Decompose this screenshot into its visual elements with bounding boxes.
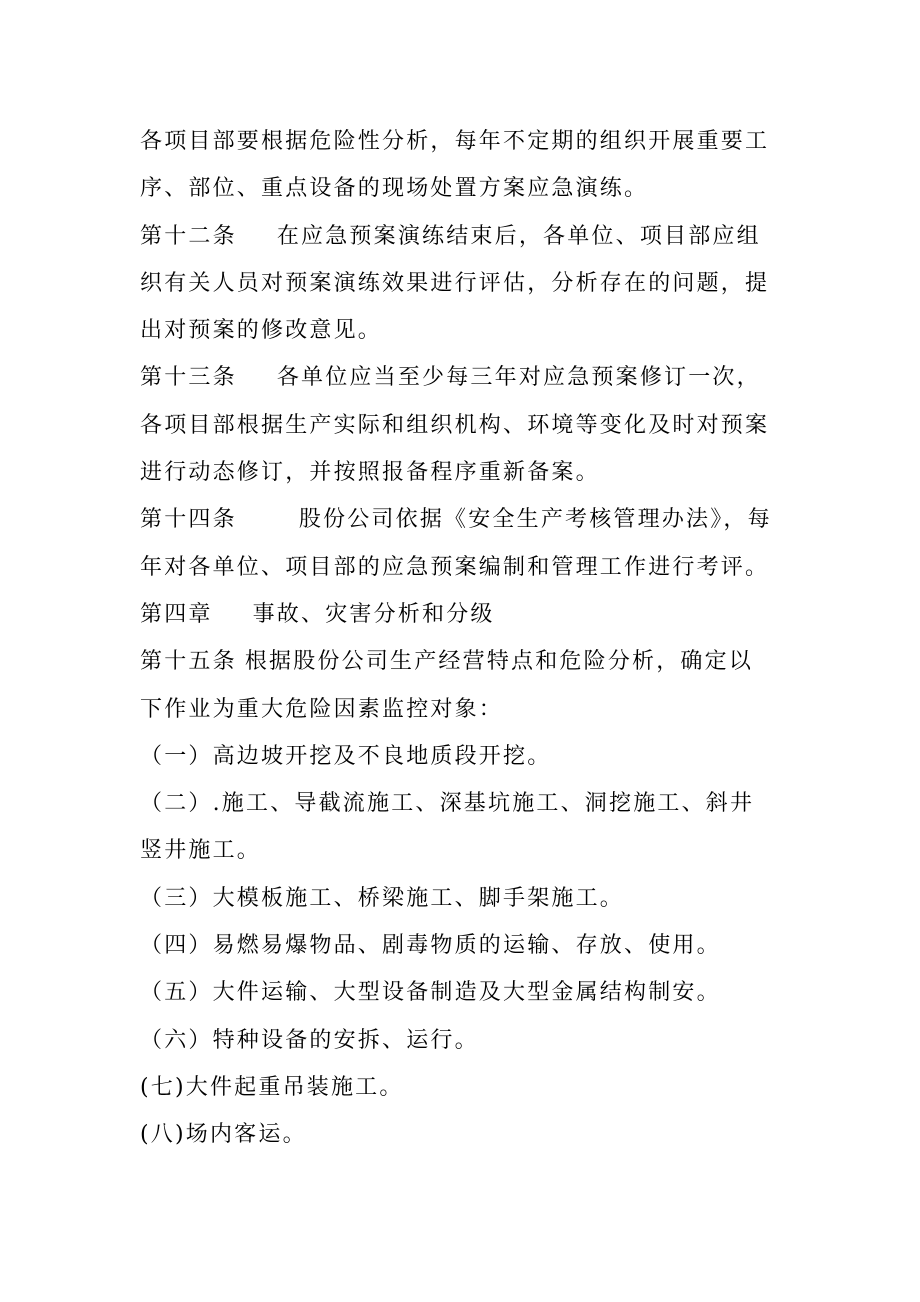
article-text: 根据股份公司生产经营特点和危险分析，确定以 <box>244 649 754 675</box>
article-line <box>140 213 800 260</box>
list-item: (七)大件起重吊装施工。 <box>140 1074 404 1100</box>
list-item: （五）大件运输、大型设备制造及大型金属结构制安。 <box>140 980 721 1006</box>
article-label: 第十四条 <box>140 507 237 533</box>
text-line: 年对各单位、项目部的应急预案编制和管理工作进行考评。 <box>140 554 770 580</box>
article-label: 第十二条 <box>140 223 237 249</box>
text-line: 各项目部要根据危险性分析，每年不定期的组织开展重要工 <box>140 129 770 154</box>
list-item-continuation: 竖井施工。 <box>140 838 262 864</box>
text-line: 进行动态修订，并按照报备程序重新备案。 <box>140 460 600 486</box>
article-text: 各单位应当至少每三年对应急预案修订一次， <box>276 365 761 391</box>
text-line: 序、部位、重点设备的现场处置方案应急演练。 <box>140 176 649 202</box>
list-item: （四）易燃易爆物品、剧毒物质的运输、存放、使用。 <box>140 933 721 959</box>
list-item: (八)场内客运。 <box>140 1122 307 1148</box>
text-line: 织有关人员对预案演练效果进行评估，分析存在的问题，提 <box>140 270 770 296</box>
text-line: 各项目部根据生产实际和组织机构、环境等变化及时对预案 <box>140 412 770 438</box>
article-label: 第十三条 <box>140 365 237 391</box>
list-item: （三）大模板施工、桥梁施工、脚手架施工。 <box>140 885 625 911</box>
article-text: 在应急预案演练结束后，各单位、项目部应组 <box>276 223 761 249</box>
chapter-label: 第四章 <box>140 601 213 627</box>
article-line <box>140 354 800 401</box>
text-line: 出对预案的修改意见。 <box>140 318 383 344</box>
chapter-title: 事故、灾害分析和分级 <box>252 601 495 627</box>
article-line <box>140 638 800 685</box>
article-line <box>140 496 800 543</box>
list-item: （一）高边坡开挖及不良地质段开挖。 <box>140 743 552 769</box>
text-line: 下作业为重大危险因素监控对象： <box>140 696 504 722</box>
article-label: 第十五条 <box>140 649 237 675</box>
article-text: 股份公司依据《安全生产考核管理办法》，每 <box>298 507 772 533</box>
document-page <box>140 118 800 1159</box>
list-item: （二）.施工、导截流施工、深基坑施工、洞挖施工、斜井 <box>140 791 755 817</box>
list-item: （六）特种设备的安拆、运行。 <box>140 1027 479 1053</box>
chapter-heading <box>140 591 800 638</box>
